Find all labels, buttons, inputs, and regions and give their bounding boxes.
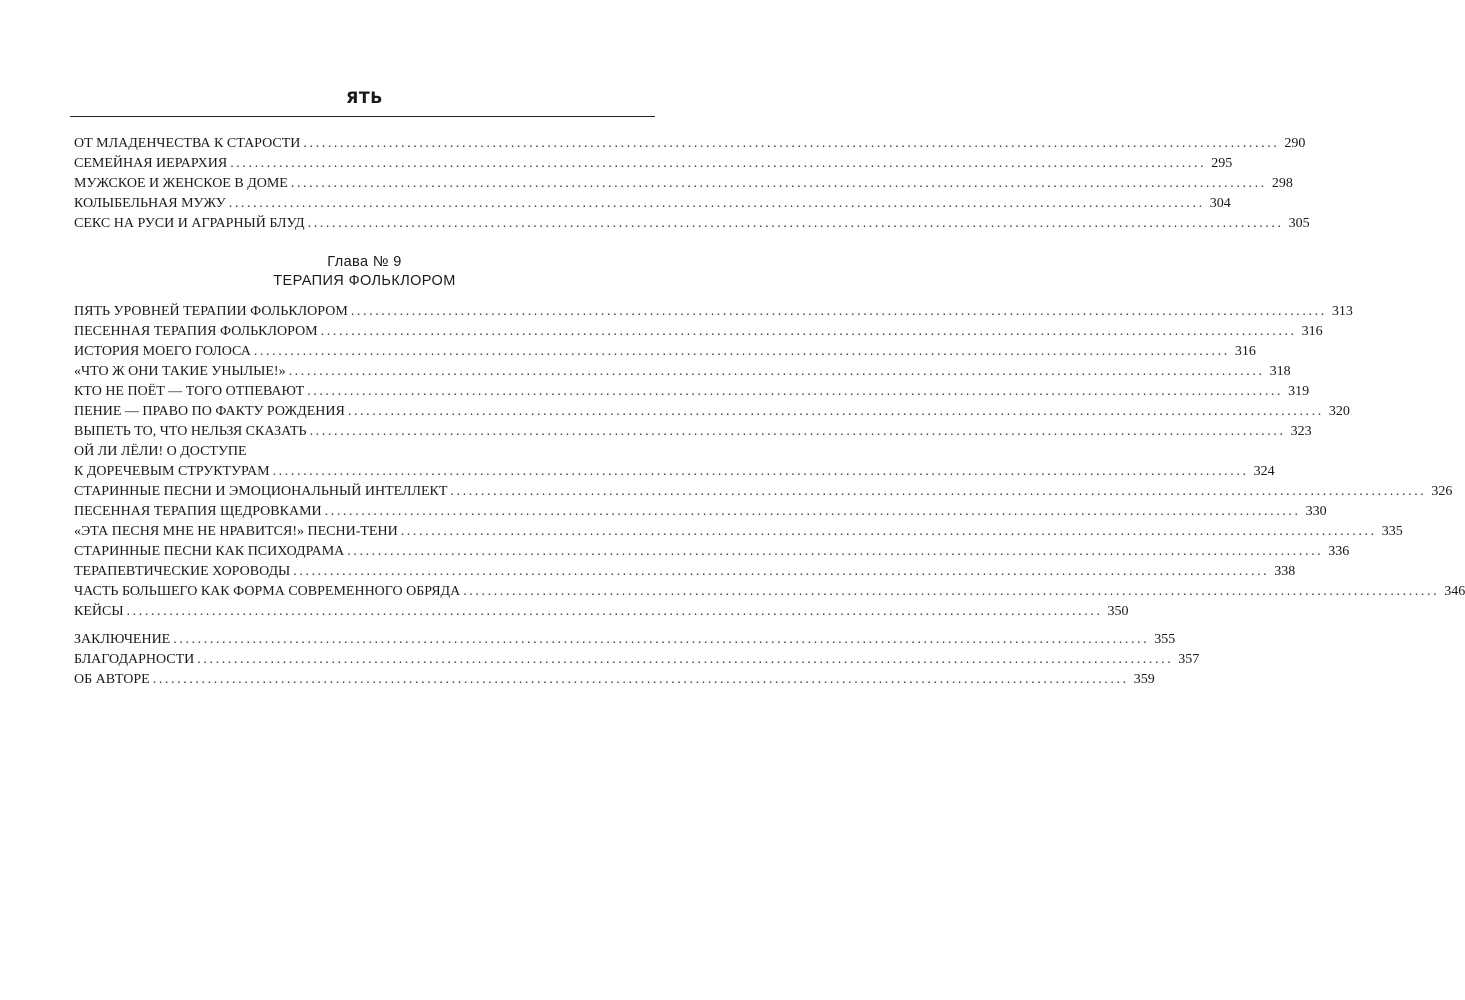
toc-entry-title: ИСТОРИЯ МОЕГО ГОЛОСА bbox=[74, 344, 251, 359]
leader-dots: ................................................................................................................................................................ bbox=[450, 484, 1427, 499]
toc-entry[interactable] bbox=[74, 174, 1293, 194]
toc-entry-title: КОЛЫБЕЛЬНАЯ МУЖУ bbox=[74, 196, 226, 211]
leader-dots: ................................................................................................................................................................ bbox=[173, 632, 1150, 647]
toc-entry-page: 338 bbox=[1274, 564, 1296, 579]
toc-entry-title: ЗАКЛЮЧЕНИЕ bbox=[74, 632, 171, 647]
toc-entry[interactable] bbox=[74, 602, 1129, 622]
toc-entry[interactable] bbox=[74, 322, 1323, 342]
leader-dots: ................................................................................................................................................................ bbox=[272, 464, 1249, 479]
toc-entry-title: ОБ АВТОРЕ bbox=[74, 672, 150, 687]
toc-entry-title: ПЕНИЕ — ПРАВО ПО ФАКТУ РОЖДЕНИЯ bbox=[74, 404, 345, 419]
toc-entry[interactable] bbox=[74, 562, 1296, 582]
toc-entry-title: КЕЙСЫ bbox=[74, 604, 124, 619]
toc-entry-title: ПЕСЕННАЯ ТЕРАПИЯ ФОЛЬКЛОРОМ bbox=[74, 324, 318, 339]
toc-entry[interactable] bbox=[74, 482, 1453, 502]
toc-entry-page: 304 bbox=[1209, 196, 1231, 211]
toc-entry-title: СТАРИННЫЕ ПЕСНИ КАК ПСИХОДРАМА bbox=[74, 544, 345, 559]
toc-entry-page: 298 bbox=[1271, 176, 1293, 191]
toc-entry[interactable] bbox=[74, 194, 1231, 214]
toc-entry-page: 346 bbox=[1444, 584, 1465, 599]
toc-entry-page: 350 bbox=[1107, 604, 1129, 619]
toc-entry-title-line1[interactable]: ОЙ ЛИ ЛЁЛИ! О ДОСТУПЕ bbox=[74, 444, 247, 459]
leader-dots: ................................................................................................................................................................ bbox=[293, 564, 1270, 579]
toc-entry-page: 355 bbox=[1154, 632, 1176, 647]
toc-entry-page: 330 bbox=[1305, 504, 1327, 519]
leader-dots: ................................................................................................................................................................ bbox=[197, 652, 1174, 667]
leader-dots: ................................................................................................................................................................ bbox=[347, 544, 1324, 559]
leader-dots: ................................................................................................................................................................ bbox=[253, 344, 1230, 359]
leader-dots: ................................................................................................................................................................ bbox=[400, 524, 1377, 539]
toc-entry-page: 336 bbox=[1328, 544, 1350, 559]
toc-section-3 bbox=[74, 630, 1200, 690]
leader-dots: ................................................................................................................................................................ bbox=[350, 304, 1327, 319]
toc-entry-title: К ДОРЕЧЕВЫМ СТРУКТУРАМ bbox=[74, 464, 270, 479]
leader-dots: ................................................................................................................................................................ bbox=[347, 404, 1324, 419]
toc-entry-page: 316 bbox=[1301, 324, 1323, 339]
chapter-title: ТЕРАПИЯ ФОЛЬКЛОРОМ bbox=[273, 273, 456, 289]
toc-section-2 bbox=[74, 302, 1465, 622]
toc-entry-page: 305 bbox=[1288, 216, 1310, 231]
toc-entry[interactable] bbox=[74, 154, 1233, 174]
toc-entry-title: ПЯТЬ УРОВНЕЙ ТЕРАПИИ ФОЛЬКЛОРОМ bbox=[74, 304, 348, 319]
toc-entry-page: 313 bbox=[1331, 304, 1353, 319]
toc-entry[interactable] bbox=[74, 362, 1291, 382]
leader-dots: ................................................................................................................................................................ bbox=[288, 364, 1265, 379]
toc-entry-page: 320 bbox=[1328, 404, 1350, 419]
toc-entry-page: 295 bbox=[1211, 156, 1233, 171]
toc-entry-page: 357 bbox=[1178, 652, 1200, 667]
toc-entry-page: 326 bbox=[1431, 484, 1453, 499]
running-header: ЯТЬ bbox=[346, 88, 383, 107]
leader-dots: ................................................................................................................................................................ bbox=[126, 604, 1103, 619]
toc-entry[interactable] bbox=[74, 630, 1176, 650]
toc-entry[interactable] bbox=[74, 522, 1403, 542]
toc-entry-title: СТАРИННЫЕ ПЕСНИ И ЭМОЦИОНАЛЬНЫЙ ИНТЕЛЛЕКТ bbox=[74, 484, 448, 499]
leader-dots: ................................................................................................................................................................ bbox=[309, 424, 1286, 439]
toc-entry[interactable] bbox=[74, 542, 1350, 562]
chapter-number: Глава № 9 bbox=[327, 254, 402, 270]
leader-dots: ................................................................................................................................................................ bbox=[230, 156, 1207, 171]
toc-entry-page: 323 bbox=[1290, 424, 1312, 439]
toc-entry-title: ТЕРАПЕВТИЧЕСКИЕ ХОРОВОДЫ bbox=[74, 564, 291, 579]
toc-entry[interactable] bbox=[74, 670, 1155, 690]
toc-entry-page: 316 bbox=[1234, 344, 1256, 359]
toc-entry[interactable] bbox=[74, 382, 1310, 402]
toc-entry[interactable] bbox=[74, 582, 1465, 602]
toc-entry[interactable] bbox=[74, 342, 1256, 362]
toc-entry[interactable] bbox=[74, 650, 1200, 670]
toc-entry-title: ВЫПЕТЬ ТО, ЧТО НЕЛЬЗЯ СКАЗАТЬ bbox=[74, 424, 307, 439]
leader-dots: ................................................................................................................................................................ bbox=[324, 504, 1301, 519]
toc-entry[interactable] bbox=[74, 134, 1306, 154]
leader-dots: ................................................................................................................................................................ bbox=[307, 384, 1284, 399]
leader-dots: ................................................................................................................................................................ bbox=[463, 584, 1440, 599]
toc-entry[interactable] bbox=[74, 462, 1275, 482]
toc-entry-page: 290 bbox=[1284, 136, 1306, 151]
leader-dots: ................................................................................................................................................................ bbox=[307, 216, 1284, 231]
toc-entry-title: СЕКС НА РУСИ И АГРАРНЫЙ БЛУД bbox=[74, 216, 305, 231]
toc-entry-title: СЕМЕЙНАЯ ИЕРАРХИЯ bbox=[74, 156, 228, 171]
toc-entry-title: ПЕСЕННАЯ ТЕРАПИЯ ЩЕДРОВКАМИ bbox=[74, 504, 322, 519]
leader-dots: ................................................................................................................................................................ bbox=[228, 196, 1205, 211]
toc-entry-title: БЛАГОДАРНОСТИ bbox=[74, 652, 195, 667]
leader-dots: ................................................................................................................................................................ bbox=[320, 324, 1297, 339]
toc-entry[interactable] bbox=[74, 402, 1350, 422]
toc-entry-title: ЧАСТЬ БОЛЬШЕГО КАК ФОРМА СОВРЕМЕННОГО ОБРЯДА bbox=[74, 584, 461, 599]
toc-entry-page: 359 bbox=[1133, 672, 1155, 687]
toc-entry-title: МУЖСКОЕ И ЖЕНСКОЕ В ДОМЕ bbox=[74, 176, 288, 191]
toc-entry-title: «ЭТА ПЕСНЯ МНЕ НЕ НРАВИТСЯ!» ПЕСНИ-ТЕНИ bbox=[74, 524, 398, 539]
leader-dots: ................................................................................................................................................................ bbox=[290, 176, 1267, 191]
toc-entry-page: 324 bbox=[1253, 464, 1275, 479]
toc-section-1 bbox=[74, 134, 1310, 234]
toc-entry-title: КТО НЕ ПОЁТ — ТОГО ОТПЕВАЮТ bbox=[74, 384, 305, 399]
toc-entry-page: 335 bbox=[1381, 524, 1403, 539]
toc-entry[interactable] bbox=[74, 302, 1353, 322]
header-rule bbox=[70, 116, 655, 117]
toc-entry-page: 319 bbox=[1288, 384, 1310, 399]
toc-entry[interactable] bbox=[74, 214, 1310, 234]
toc-entry[interactable] bbox=[74, 502, 1327, 522]
toc-entry[interactable] bbox=[74, 422, 1312, 442]
leader-dots: ................................................................................................................................................................ bbox=[303, 136, 1280, 151]
toc-entry-title: «ЧТО Ж ОНИ ТАКИЕ УНЫЛЫЕ!» bbox=[74, 364, 286, 379]
toc-entry-title: ОТ МЛАДЕНЧЕСТВА К СТАРОСТИ bbox=[74, 136, 301, 151]
leader-dots: ................................................................................................................................................................ bbox=[152, 672, 1129, 687]
toc-entry-page: 318 bbox=[1269, 364, 1291, 379]
